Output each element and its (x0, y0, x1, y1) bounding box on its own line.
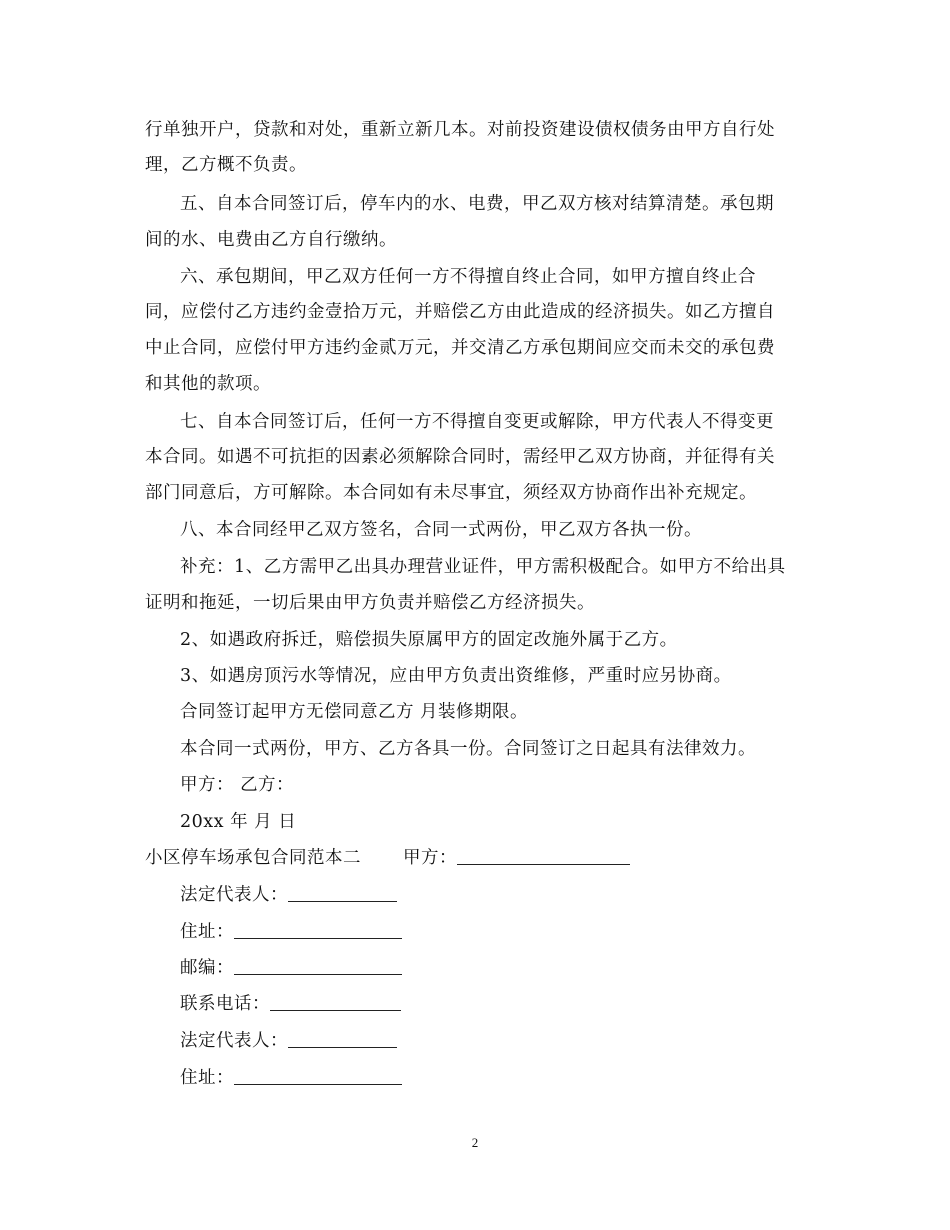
paragraph-line: 部门同意后，方可解除。本合同如有未尽事宜，须经双方协商作出补充规定。 (145, 483, 757, 503)
date-line: 20xx 年 月 日 (180, 812, 297, 832)
page-number: 2 (471, 1135, 479, 1150)
clause-8-line: 八、本合同经甲乙双方签名，合同一式两份，甲乙双方各执一份。 (180, 520, 702, 540)
legal-rep-field (180, 883, 397, 907)
copies-line: 本合同一式两份，甲方、乙方各具一份。合同签订之日起具有法律效力。 (180, 739, 756, 759)
phone-blank[interactable] (270, 992, 401, 1011)
clause-6-line: 六、承包期间，甲乙双方任何一方不得擅自终止合同，如甲方擅自终止合 (180, 267, 756, 287)
clause-5-line: 五、自本合同签订后，停车内的水、电费，甲乙双方核对结算清楚。承包期 (180, 194, 774, 214)
paragraph-line: 中止合同，应偿付甲方违约金贰万元，并交清乙方承包期间应交而未交的承包费 (145, 338, 775, 358)
field-label: 法定代表人： (180, 1031, 288, 1051)
address-blank[interactable] (234, 920, 402, 939)
address-field (180, 920, 402, 944)
paragraph-line: 同，应偿付乙方违约金壹拾万元，并赔偿乙方由此造成的经济损失。如乙方擅自 (145, 302, 775, 322)
paragraph-line: 理，乙方概不负责。 (145, 155, 307, 175)
supplement-3-line: 3、如遇房顶污水等情况，应由甲方负责出资维修，严重时应另协商。 (180, 666, 732, 686)
contract-title-line (145, 846, 630, 870)
paragraph-line: 和其他的款项。 (145, 374, 271, 394)
field-label: 法定代表人： (180, 885, 288, 905)
field-label: 住址： (180, 1068, 234, 1088)
clause-7-line: 七、自本合同签订后，任何一方不得擅自变更或解除，甲方代表人不得变更 (180, 412, 774, 432)
paragraph-line: 行单独开户，贷款和对处，重新立新几本。对前投资建设债权债务由甲方自行处 (145, 120, 775, 140)
signature-parties-line: 甲方： 乙方： (180, 775, 295, 795)
address-blank-2[interactable] (234, 1066, 402, 1085)
paragraph-line: 间的水、电费由乙方自行缴纳。 (145, 230, 397, 250)
legal-rep-blank-2[interactable] (288, 1029, 397, 1048)
supplement-line: 补充：1、乙方需甲乙出具办理营业证件，甲方需积极配合。如甲方不给出具 (180, 557, 786, 577)
paragraph-line: 证明和拖延，一切后果由甲方负责并赔偿乙方经济损失。 (145, 593, 595, 613)
field-label: 邮编： (180, 958, 234, 978)
supplement-2-line: 2、如遇政府拆迁，赔偿损失原属甲方的固定改施外属于乙方。 (180, 630, 678, 650)
postcode-blank[interactable] (234, 956, 402, 975)
party-a-label: 甲方： (403, 848, 457, 868)
phone-field (180, 992, 401, 1016)
address-field-2 (180, 1066, 402, 1090)
paragraph-line: 本合同。如遇不可抗拒的因素必须解除合同时，需经甲乙双方协商，并征得有关 (145, 447, 775, 467)
field-label: 住址： (180, 922, 234, 942)
renovation-period-line: 合同签订起甲方无偿同意乙方 月装修期限。 (180, 702, 529, 722)
party-a-blank[interactable] (457, 846, 630, 865)
legal-rep-field-2 (180, 1029, 397, 1053)
field-label: 联系电话： (180, 994, 270, 1014)
postcode-field (180, 956, 402, 980)
legal-rep-blank[interactable] (288, 883, 397, 902)
contract-title: 小区停车场承包合同范本二 (145, 848, 361, 868)
